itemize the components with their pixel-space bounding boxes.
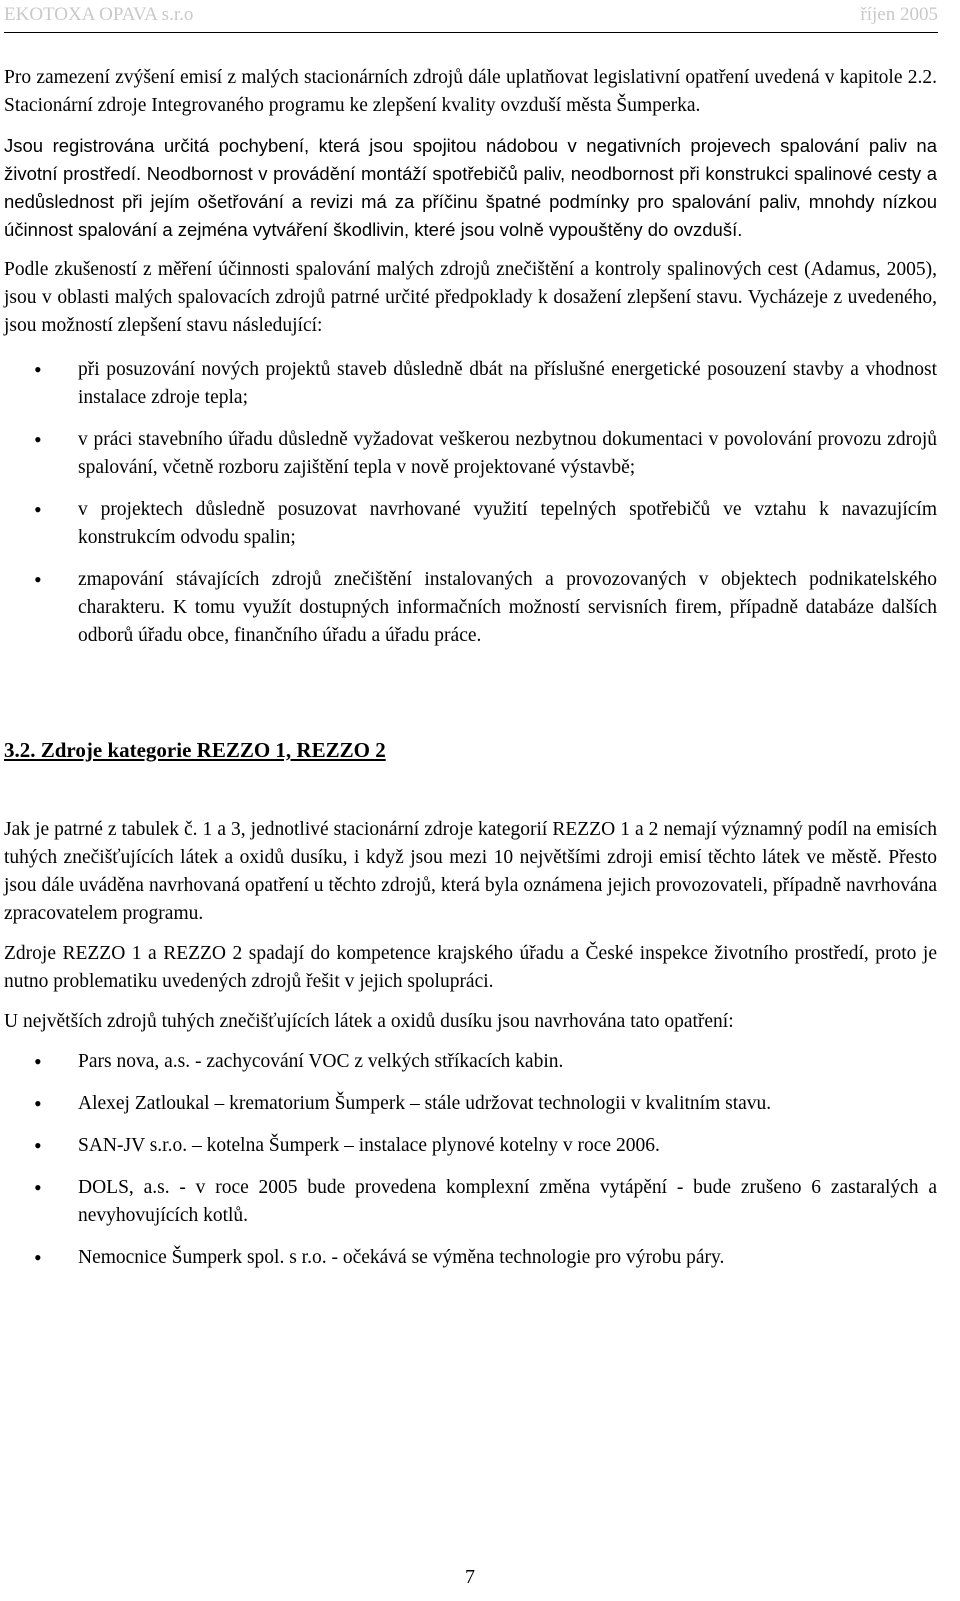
header-date: říjen 2005 <box>860 4 938 25</box>
list-item: • SAN-JV s.r.o. – kotelna Šumperk – instalace plynové kotelny v roce 2006. <box>4 1132 937 1160</box>
paragraph: Jak je patrné z tabulek č. 1 a 3, jednotlivé stacionární zdroje kategorií REZZO 1 a 2 nemají významný podíl na emisích tuhých znečišťujících látek a oxidů dusíku, i když jsou mezi 10 největšími zdroji emisí těchto látek ve městě. Přesto jsou dále uváděna navrhovaná opatření u těchto zdrojů, která byla oznámena jejich provozovateli, případně navrhována zpracovatelem programu. <box>4 819 937 924</box>
page-header <box>4 4 938 33</box>
section-title: 3.2. Zdroje kategorie REZZO 1, REZZO 2 <box>4 738 386 762</box>
paragraph: U největších zdrojů tuhých znečišťujících látek a oxidů dusíku jsou navrhována tato opatření: <box>4 1011 734 1032</box>
list-item: • Nemocnice Šumperk spol. s r.o. - očekává se výměna technologie pro výrobu páry. <box>4 1244 937 1272</box>
list-item: • v projektech důsledně posuzovat navrhované využití tepelných spotřebičů ve vztahu k navazujícím konstrukcím odvodu spalin; <box>4 496 937 552</box>
list-item: • při posuzování nových projektů staveb důsledně dbát na příslušné energetické posouzení stavby a vhodnost instalace zdroje tepla; <box>4 356 937 412</box>
list-item: • Alexej Zatloukal – krematorium Šumperk – stále udržovat technologii v kvalitním stavu. <box>4 1090 937 1118</box>
page-number: 7 <box>465 1566 475 1588</box>
list-item: • v práci stavebního úřadu důsledně vyžadovat veškerou nezbytnou dokumentaci v povolování provozu zdrojů spalování, včetně rozboru zajištění tepla v nově projektované výstavbě; <box>4 426 937 482</box>
paragraph: Jsou registrována určitá pochybení, která jsou spojitou nádobou v negativních projevech spalování paliv na životní prostředí. Neodbornost v provádění montáží spotřebičů paliv, neodbornost při konstrukci spalinové cesty a nedůslednost při jejím ošetřování a revizi má za příčinu špatné podmínky pro spalování paliv, mnohdy nízkou účinnost spalování a zejména vytváření škodlivin, které jsou volně vypouštěny do ovzduší. <box>4 135 937 240</box>
bullet-list <box>4 356 937 650</box>
list-item: • DOLS, a.s. - v roce 2005 bude provedena komplexní změna vytápění - bude zrušeno 6 zastaralých a nevyhovujících kotlů. <box>4 1174 937 1230</box>
document-body <box>4 64 937 1286</box>
paragraph: Podle zkušeností z měření účinnosti spalování malých zdrojů znečištění a kontroly spalinových cest (Adamus, 2005), jsou v oblasti malých spalovacích zdrojů patrné určité předpoklady k dosažení zlepšení stavu. Vycházeje z uvedeného, jsou možností zlepšení stavu následující: <box>4 259 937 336</box>
header-company: EKOTOXA OPAVA s.r.o <box>4 4 194 25</box>
paragraph: Zdroje REZZO 1 a REZZO 2 spadají do kompetence krajského úřadu a České inspekce životního prostředí, proto je nutno problematiku uvedených zdrojů řešit v jejich spolupráci. <box>4 943 937 992</box>
paragraph: Pro zamezení zvýšení emisí z malých stacionárních zdrojů dále uplatňovat legislativní opatření uvedená v kapitole 2.2. Stacionární zdroje Integrovaného programu ke zlepšení kvality ovzduší města Šumperka. <box>4 67 937 116</box>
list-item: • zmapování stávajících zdrojů znečištění instalovaných a provozovaných v objektech podnikatelského charakteru. K tomu využít dostupných informačních možností servisních firem, případně databáze dalších odborů úřadu obce, finančního úřadu a úřadu práce. <box>4 566 937 650</box>
bullet-list <box>4 1048 937 1272</box>
list-item: • Pars nova, a.s. - zachycování VOC z velkých stříkacích kabin. <box>4 1048 937 1076</box>
